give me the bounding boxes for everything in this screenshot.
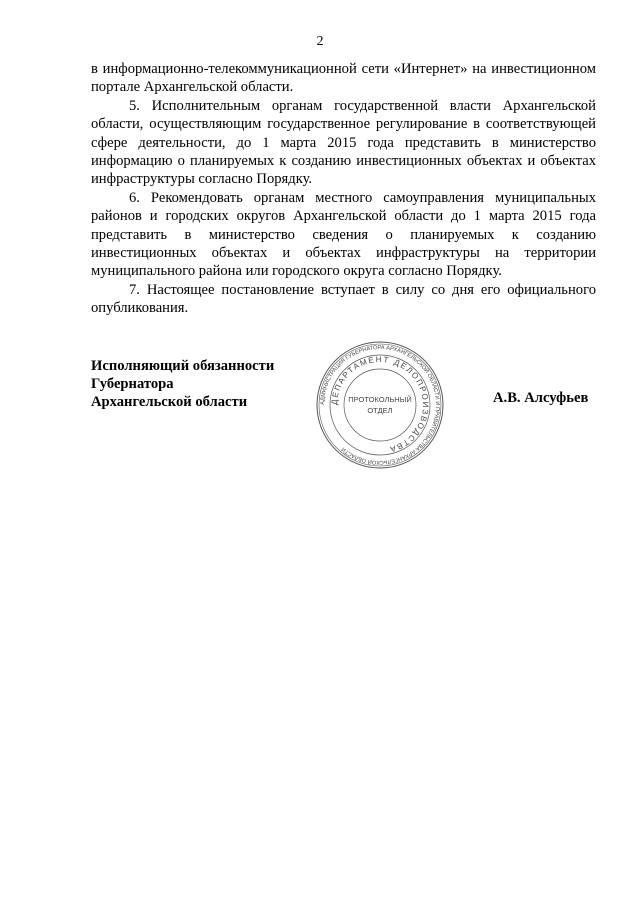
official-seal-stamp <box>315 340 445 470</box>
seal-center-line-2: ОТДЕЛ <box>367 406 393 415</box>
page-number: 2 <box>316 34 324 49</box>
position-line-1: Исполняющий обязанности <box>91 358 275 374</box>
paragraph-6: 6. Рекомендовать органам местного самоуправления муниципальных районов и городских округов Архангельской области до 1 марта 2015 года представить в министерство сведения о планируемых к созданию инвестиционных объектах и объектах инфраструктуры на территории муниципального района или городского округа согласно Порядку. <box>91 189 596 280</box>
seal-inner-text: ДЕПАРТАМЕНТ ДЕЛОПРОИЗВОДСТВА <box>329 354 431 455</box>
position-line-3: Архангельской области <box>91 394 248 411</box>
paragraph-continuation: в информационно-телекоммуникационной сети «Интернет» на инвестиционном портале Архангельской области. <box>91 61 596 96</box>
seal-outer-text: АДМИНИСТРАЦИЯ ГУБЕРНАТОРА АРХАНГЕЛЬСКОЙ ОБЛАСТИ И ПРАВИТЕЛЬСТВА АРХАНГЕЛЬСКОЙ ОБЛАСТИ <box>319 344 441 466</box>
seal-center-line-1: ПРОТОКОЛЬНЫЙ <box>348 395 412 404</box>
body-text <box>91 60 596 318</box>
paragraph-5: 5. Исполнительным органам государственной власти Архангельской области, осуществляющим государственное регулирование в соответствующей сфере деятельности, до 1 марта 2015 года представить в министерство информацию о планируемых к созданию инвестиционных объектах и объектах инфраструктуры согласно Порядку. <box>91 97 596 188</box>
paragraph-7: 7. Настоящее постановление вступает в силу со дня его официального опубликования. <box>91 281 596 317</box>
position-line-2: Губернатора <box>91 376 174 393</box>
signatory-position <box>91 357 274 412</box>
signatory-name: А.В. Алсуфьев <box>493 390 589 406</box>
